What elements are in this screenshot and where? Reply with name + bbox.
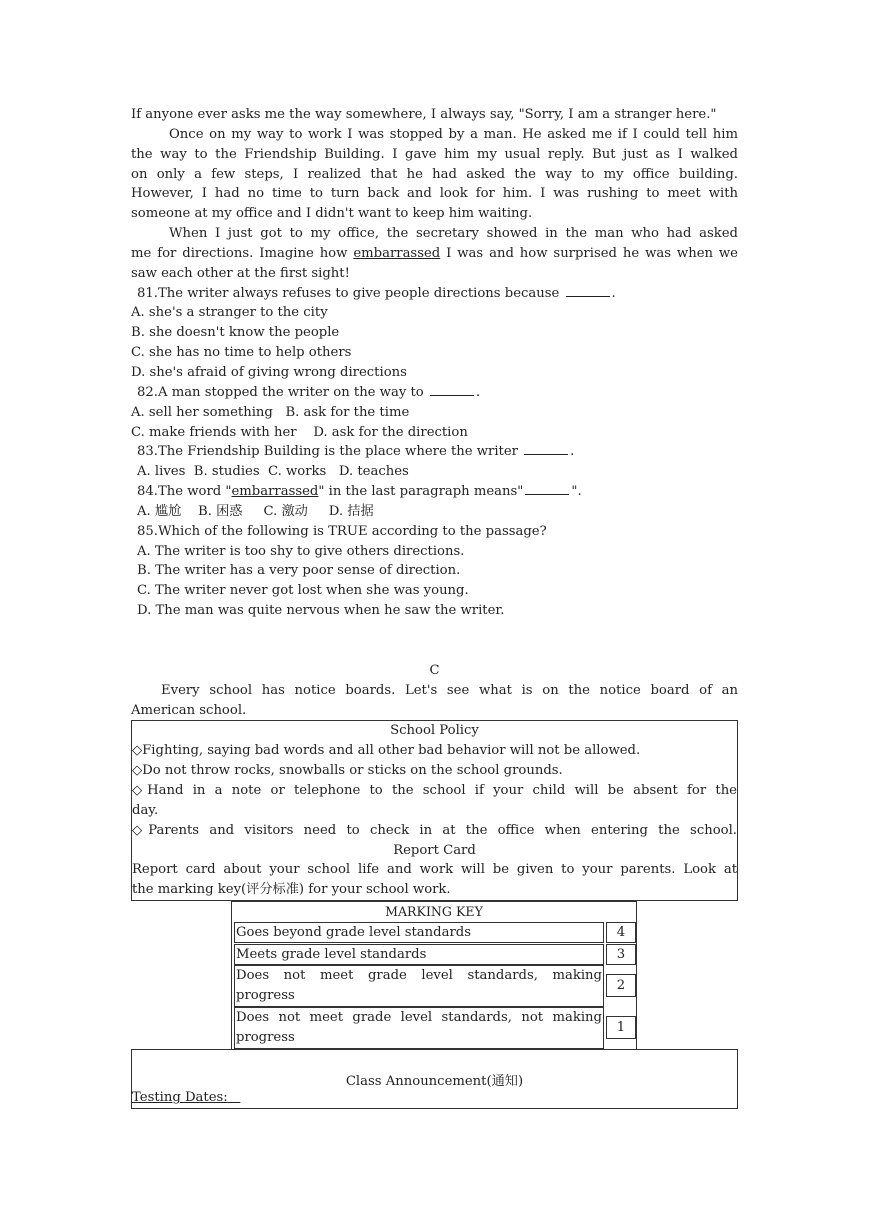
policy-item: ◇Parents and visitors need to check in at the office when entering the school. bbox=[132, 822, 737, 838]
question-82-end: . bbox=[475, 384, 481, 400]
marking-key-value: 1 bbox=[606, 1016, 636, 1039]
passage-line-8 bbox=[131, 244, 738, 264]
passage-line-7: When I just got to my office, the secretary showed in the man who had asked bbox=[169, 226, 738, 242]
testing-dates-label bbox=[132, 1090, 240, 1105]
class-announcement-box bbox=[131, 1049, 738, 1109]
question-84-options: A. 尴尬 B. 困惑 C. 激动 D. 拮据 bbox=[137, 503, 374, 519]
question-81 bbox=[131, 284, 738, 304]
answer-blank bbox=[566, 284, 610, 297]
answer-blank bbox=[525, 482, 569, 495]
policy-item: ◇Do not throw rocks, snowballs or sticks on the school grounds. bbox=[132, 763, 563, 779]
question-81-option-a: A. she's a stranger to the city bbox=[131, 305, 328, 321]
question-85-option-a: A. The writer is too shy to give others directions. bbox=[137, 543, 465, 559]
answer-blank bbox=[524, 442, 568, 455]
question-84-stem-a: 84.The word " bbox=[137, 484, 232, 500]
question-83 bbox=[131, 442, 738, 462]
passage-line-1: If anyone ever asks me the way somewhere, I always say, "Sorry, I am a stranger here." bbox=[131, 107, 717, 122]
marking-key-title: MARKING KEY bbox=[231, 901, 637, 922]
testing-dates-text: Testing Dates: bbox=[132, 1090, 228, 1106]
section-gap bbox=[131, 621, 738, 661]
line-8-prefix: me for directions. bbox=[131, 245, 254, 261]
question-82-options-1: A. sell her something B. ask for the time bbox=[131, 404, 410, 420]
question-81-option-d: D. she's afraid of giving wrong directions bbox=[131, 364, 407, 380]
marking-key-desc: Goes beyond grade level standards bbox=[234, 922, 604, 943]
line-8-text-a: Imagine how bbox=[259, 245, 348, 261]
passage-line-4: on only a few steps, I realized that he had asked the way to my office building. bbox=[131, 166, 738, 182]
marking-key-desc: Does not meet grade level standards, not making progress bbox=[234, 1007, 604, 1049]
embarrassed-word: embarrassed bbox=[353, 245, 441, 261]
passage-line-2: Once on my way to work I was stopped by a man. He asked me if I could tell him bbox=[169, 126, 738, 142]
marking-key-desc: Meets grade level standards bbox=[234, 944, 604, 965]
marking-key-value: 4 bbox=[606, 922, 636, 943]
policy-item: ◇Hand in a note or telephone to the school if your child will be absent for the bbox=[132, 783, 737, 798]
report-card-text-1: Report card about your school life and work will be given to your parents. Look at bbox=[132, 862, 737, 878]
section-c-heading: C bbox=[429, 662, 440, 678]
class-announcement-title: Class Announcement(通知) bbox=[345, 1074, 524, 1090]
question-81-stem: 81.The writer always refuses to give people directions because bbox=[137, 285, 560, 301]
school-policy-box bbox=[131, 720, 738, 901]
line-8-text-b: I was and how surprised he was when we bbox=[446, 245, 738, 261]
policy-item-continued: day. bbox=[132, 802, 159, 818]
section-c-intro-1: Every school has notice boards. Let's see what is on the notice board of an bbox=[161, 682, 738, 698]
passage-line-3: the way to the Friendship Building. I gave him my usual reply. But just as I walked bbox=[131, 146, 738, 162]
question-84 bbox=[131, 482, 738, 502]
marking-key-desc: Does not meet grade level standards, making progress bbox=[234, 965, 604, 1007]
passage-line-5: However, I had no time to turn back and look for him. I was rushing to meet with bbox=[131, 186, 738, 202]
question-84-end: ". bbox=[571, 484, 582, 500]
passage-line-6: someone at my office and I didn't want to keep him waiting. bbox=[131, 206, 533, 222]
question-85-option-b: B. The writer has a very poor sense of direction. bbox=[137, 563, 461, 579]
question-83-end: . bbox=[570, 444, 575, 460]
policy-item: ◇Fighting, saying bad words and all other bad behavior will not be allowed. bbox=[132, 743, 641, 759]
passage-line-9: saw each other at the first sight! bbox=[131, 265, 350, 281]
question-81-option-b: B. she doesn't know the people bbox=[131, 325, 340, 341]
school-policy-title: School Policy bbox=[390, 723, 479, 739]
marking-key-value: 3 bbox=[606, 944, 636, 965]
question-82-stem: 82.A man stopped the writer on the way to bbox=[137, 384, 424, 400]
marking-key-row bbox=[231, 965, 637, 1007]
question-84-word: embarrassed bbox=[231, 484, 319, 500]
question-85-option-d: D. The man was quite nervous when he saw the writer. bbox=[137, 603, 505, 619]
question-81-end: . bbox=[611, 285, 616, 301]
question-83-options: A. lives B. studies C. works D. teaches bbox=[137, 464, 409, 480]
marking-key-value: 2 bbox=[606, 974, 636, 997]
question-83-stem: 83.The Friendship Building is the place where the writer bbox=[137, 444, 518, 460]
question-82-options-2: C. make friends with her D. ask for the direction bbox=[131, 424, 468, 440]
report-card-title: Report Card bbox=[393, 842, 476, 858]
section-c-intro-2: American school. bbox=[131, 702, 247, 718]
question-82 bbox=[131, 383, 738, 403]
question-85-option-c: C. The writer never got lost when she was young. bbox=[137, 583, 469, 599]
marking-key-row bbox=[231, 944, 637, 965]
question-81-option-c: C. she has no time to help others bbox=[131, 345, 352, 361]
document-page bbox=[131, 105, 738, 1109]
question-84-stem-b: " in the last paragraph means" bbox=[318, 484, 524, 500]
marking-key-row bbox=[231, 1007, 637, 1049]
question-85: 85.Which of the following is TRUE according to the passage? bbox=[137, 523, 547, 539]
answer-blank bbox=[430, 383, 474, 396]
report-card-text-2: the marking key(评分标准) for your school work. bbox=[132, 882, 451, 898]
marking-key-table bbox=[231, 901, 637, 1049]
marking-key-row bbox=[231, 922, 637, 944]
